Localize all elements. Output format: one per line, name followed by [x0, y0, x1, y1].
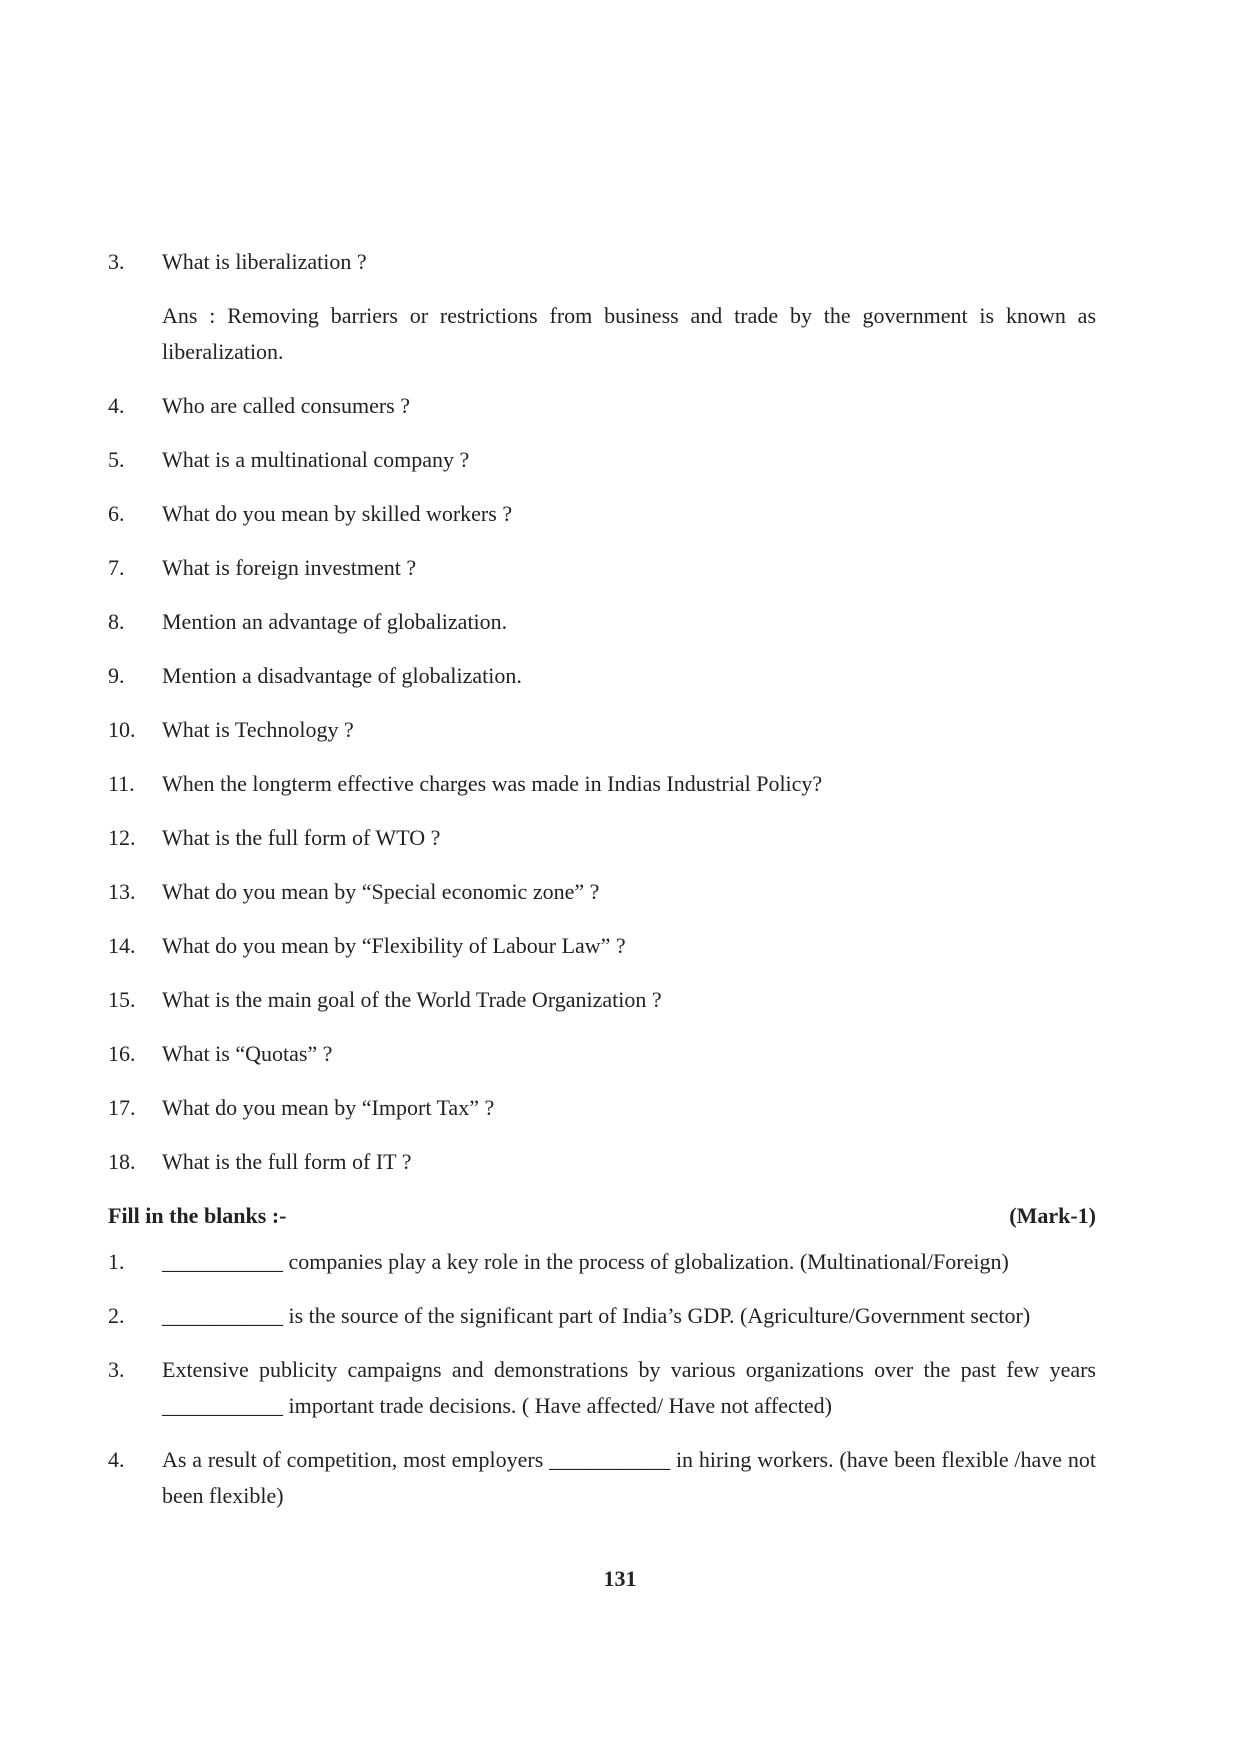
question-text: What is liberalization ? — [162, 249, 367, 274]
question-number: 6. — [108, 501, 125, 526]
section-title: Fill in the blanks :- — [108, 1203, 287, 1228]
question-number: 18. — [108, 1149, 136, 1174]
question-item — [108, 1090, 1096, 1126]
question-item — [108, 550, 1096, 586]
page-content — [108, 244, 1096, 1532]
fill-blanks-header — [108, 1198, 1096, 1234]
question-text: What is Technology ? — [162, 717, 354, 742]
fill-blank-item — [108, 1244, 1096, 1280]
question-number: 8. — [108, 609, 125, 634]
question-number: 4. — [108, 393, 125, 418]
item-number: 4. — [108, 1447, 125, 1472]
question-text: What is a multinational company ? — [162, 447, 470, 472]
item-number: 3. — [108, 1357, 125, 1382]
question-number: 17. — [108, 1095, 136, 1120]
question-text: What is foreign investment ? — [162, 555, 417, 580]
question-item — [108, 1036, 1096, 1072]
question-number: 15. — [108, 987, 136, 1012]
fill-blank-item — [108, 1442, 1096, 1514]
question-text: When the longterm effective charges was made in Indias Industrial Policy? — [162, 771, 823, 796]
question-text: Mention an advantage of globalization. — [162, 609, 508, 634]
item-text: Extensive publicity campaigns and demonstrations by various organizations over the past few years ___________ important trade decisions. ( Have affected/ Have not affected) — [162, 1357, 1096, 1418]
question-item — [108, 712, 1096, 748]
question-item — [108, 766, 1096, 802]
question-item — [108, 928, 1096, 964]
question-text: What do you mean by “Import Tax” ? — [162, 1095, 495, 1120]
question-number: 5. — [108, 447, 125, 472]
question-item — [108, 658, 1096, 694]
question-text: What is the main goal of the World Trade Organization ? — [162, 987, 662, 1012]
question-text: What do you mean by skilled workers ? — [162, 501, 513, 526]
question-text: What do you mean by “Special economic zone” ? — [162, 879, 600, 904]
question-text: What is the full form of WTO ? — [162, 825, 441, 850]
question-item — [108, 388, 1096, 424]
item-text: ___________ is the source of the significant part of India’s GDP. (Agriculture/Government sector) — [162, 1303, 1031, 1328]
question-number: 3. — [108, 249, 125, 274]
question-item — [108, 244, 1096, 280]
question-item — [108, 820, 1096, 856]
question-item — [108, 496, 1096, 532]
question-text: Who are called consumers ? — [162, 393, 410, 418]
question-text: What is the full form of IT ? — [162, 1149, 412, 1174]
question-text: Mention a disadvantage of globalization. — [162, 663, 522, 688]
question-item — [108, 874, 1096, 910]
question-number: 9. — [108, 663, 125, 688]
fill-blank-item — [108, 1352, 1096, 1424]
marks-label: (Mark-1) — [1009, 1203, 1096, 1228]
question-number: 7. — [108, 555, 125, 580]
question-text: What do you mean by “Flexibility of Labour Law” ? — [162, 933, 626, 958]
question-text: What is “Quotas” ? — [162, 1041, 333, 1066]
question-number: 14. — [108, 933, 136, 958]
question-item — [108, 604, 1096, 640]
question-number: 11. — [108, 771, 135, 796]
question-item — [108, 1144, 1096, 1180]
item-number: 2. — [108, 1303, 125, 1328]
question-answer: Ans : Removing barriers or restrictions from business and trade by the government is known as liberalization. — [162, 303, 1096, 364]
question-item — [108, 442, 1096, 478]
page-number: 131 — [603, 1566, 637, 1591]
item-text: As a result of competition, most employers ___________ in hiring workers. (have been flexible /have not been flexible) — [162, 1447, 1096, 1508]
question-number: 16. — [108, 1041, 136, 1066]
question-number: 10. — [108, 717, 136, 742]
item-text: ___________ companies play a key role in the process of globalization. (Multinational/Foreign) — [162, 1249, 1009, 1274]
question-number: 12. — [108, 825, 136, 850]
fill-blank-item — [108, 1298, 1096, 1334]
question-item — [108, 982, 1096, 1018]
question-number: 13. — [108, 879, 136, 904]
item-number: 1. — [108, 1249, 125, 1274]
